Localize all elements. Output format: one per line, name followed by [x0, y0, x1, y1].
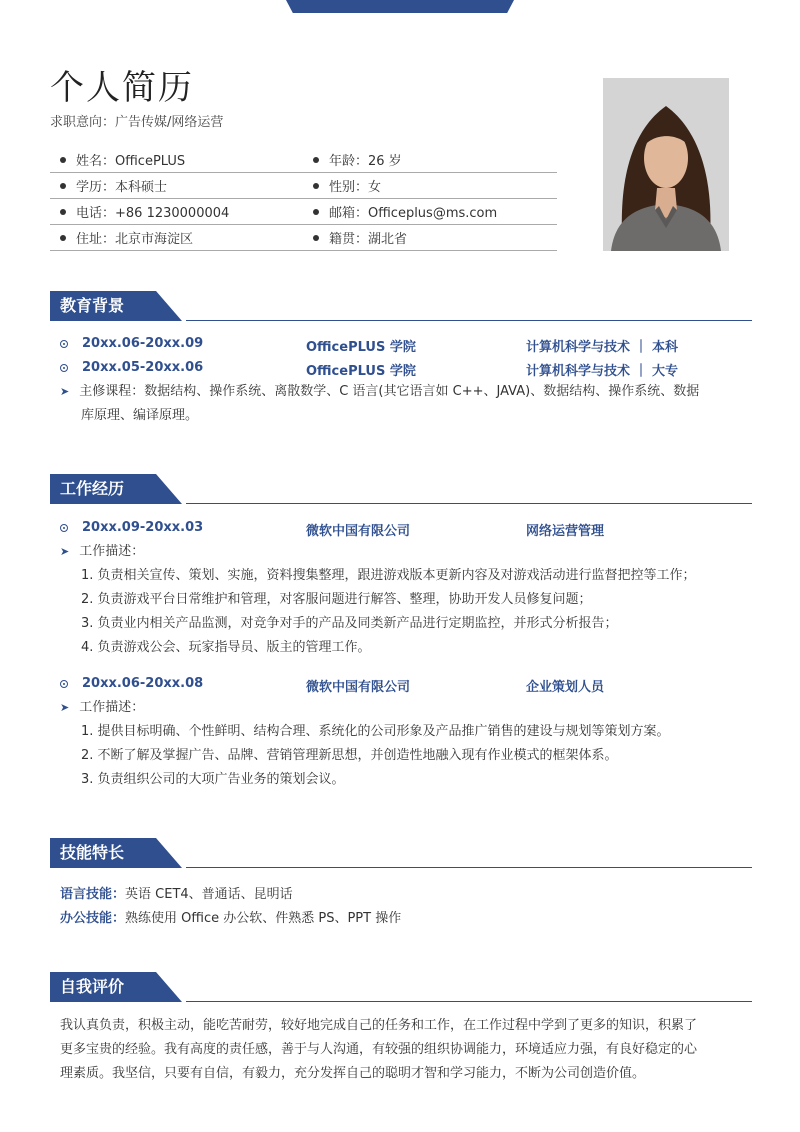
section-header-work	[50, 474, 752, 504]
self-evaluation	[60, 1014, 697, 1086]
bullet-icon	[60, 209, 66, 215]
info-hometown: 籍贯：湖北省	[329, 232, 408, 247]
info-phone: 电话：+86 1230000004	[76, 206, 230, 221]
info-email: 邮箱：Officeplus@ms.com	[329, 206, 498, 221]
work-duties-list	[81, 720, 670, 792]
info-row	[50, 147, 557, 173]
courses-line: ➤ 主修课程：数据结构、操作系统、离散数学、C 语言(其它语言如 C++、JAVA)、数据结构、操作系统、数据	[60, 384, 700, 399]
section-title: 工作经历	[60, 479, 125, 498]
portrait-image	[603, 78, 729, 251]
office-skill: 办公技能：熟练使用 Office 办公软、件熟悉 PS、PPT 操作	[60, 911, 402, 926]
courses-line-cont: 库原理、编译原理。	[81, 408, 199, 423]
info-address: 住址：北京市海淀区	[76, 232, 194, 247]
self-evaluation-line: 更多宝贵的经验。我有高度的责任感，善于与人沟通，有较强的组织协调能力，环境适应力强，有良好稳定的心	[60, 1042, 698, 1057]
info-row	[50, 173, 557, 199]
work-desc-label: ➤ 工作描述：	[60, 700, 145, 715]
chevron-right-icon: ➤	[60, 385, 70, 398]
self-evaluation-line: 我认真负责，积极主动，能吃苦耐劳，较好地完成自己的任务和工作，在工作过程中学到了更多的知识，积累了	[60, 1018, 698, 1033]
info-age: 年龄：26 岁	[329, 154, 402, 169]
target-bullet-icon	[60, 340, 68, 348]
personal-info-grid	[50, 147, 557, 251]
list-item: 2. 负责游戏平台日常维护和管理，对客服问题进行解答、整理，协助开发人员修复问题；	[81, 592, 592, 607]
section-header-skills	[50, 838, 752, 868]
education-entry: 20xx.05-20xx.06 OfficePLUS 学院 计算机科学与技术 ｜ 大专	[60, 360, 760, 380]
bullet-icon	[60, 157, 66, 163]
education-entry: 20xx.06-20xx.09 OfficePLUS 学院 计算机科学与技术 ｜ 本科	[60, 336, 760, 356]
divider	[186, 867, 752, 868]
target-bullet-icon	[60, 680, 68, 688]
info-education: 学历：本科硕士	[76, 180, 168, 195]
chevron-right-icon: ➤	[60, 701, 70, 714]
list-item: 2. 不断了解及掌握广告、品牌、营销管理新思想，并创造性地融入现有作业模式的框架体系。	[81, 748, 618, 763]
profile-photo	[603, 78, 729, 251]
bullet-icon	[313, 209, 319, 215]
list-item: 1. 负责相关宣传、策划、实施，资料搜集整理，跟进游戏版本更新内容及对游戏活动进行监督把控等工作；	[81, 568, 696, 583]
target-bullet-icon	[60, 524, 68, 532]
list-item: 3. 负责业内相关产品监测，对竞争对手的产品及同类新产品进行定期监控，并形式分析报告；	[81, 616, 618, 631]
section-header-education	[50, 291, 752, 321]
info-row	[50, 199, 557, 225]
divider	[186, 503, 752, 504]
job-objective: 求职意向：广告传媒/网络运营	[50, 115, 224, 130]
section-title: 自我评价	[60, 977, 125, 996]
bullet-icon	[313, 235, 319, 241]
chevron-right-icon: ➤	[60, 545, 70, 558]
bullet-icon	[313, 183, 319, 189]
top-decor-tab	[286, 0, 514, 13]
language-skill: 语言技能：英语 CET4、普通话、昆明话	[60, 887, 293, 902]
bullet-icon	[60, 183, 66, 189]
work-duties-list	[81, 564, 696, 660]
info-gender: 性别：女	[329, 180, 382, 195]
divider	[186, 320, 752, 321]
self-evaluation-line: 理素质。我坚信，只要有自信，有毅力，充分发挥自己的聪明才智和学习能力，不断为公司创造价值。	[60, 1066, 646, 1081]
section-title: 教育背景	[60, 296, 125, 315]
list-item: 4. 负责游戏公会、玩家指导员、版主的管理工作。	[81, 640, 371, 655]
bullet-icon	[60, 235, 66, 241]
section-title: 技能特长	[60, 843, 125, 862]
target-bullet-icon	[60, 364, 68, 372]
list-item: 3. 负责组织公司的大项广告业务的策划会议。	[81, 772, 345, 787]
page-title: 个人简历	[50, 68, 194, 108]
list-item: 1. 提供目标明确、个性鲜明、结构合理、系统化的公司形象及产品推广销售的建设与规划等策划方案。	[81, 724, 670, 739]
divider	[186, 1001, 752, 1002]
bullet-icon	[313, 157, 319, 163]
work-entry: 20xx.09-20xx.03 微软中国有限公司 网络运营管理	[60, 520, 760, 540]
work-entry: 20xx.06-20xx.08 微软中国有限公司 企业策划人员	[60, 676, 760, 696]
info-name: 姓名：OfficePLUS	[76, 154, 186, 169]
work-desc-label: ➤ 工作描述：	[60, 544, 145, 559]
info-row	[50, 225, 557, 251]
section-header-self	[50, 972, 752, 1002]
